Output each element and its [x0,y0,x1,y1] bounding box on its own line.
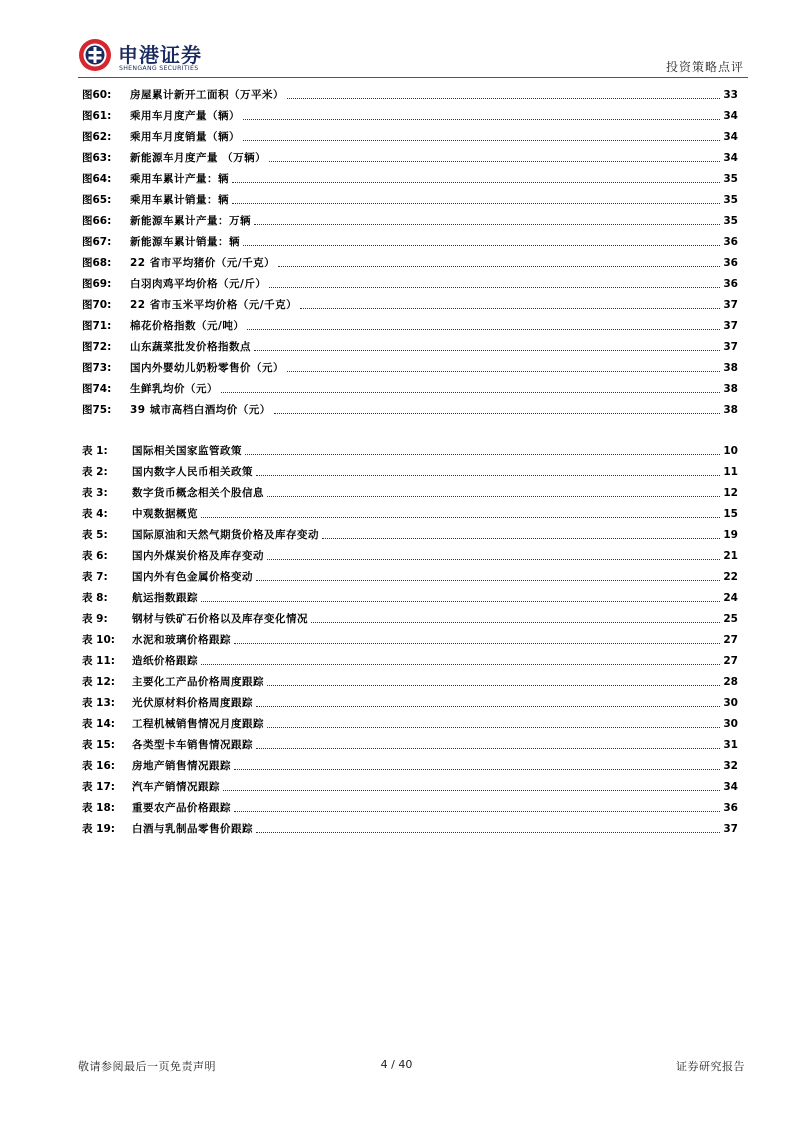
figure-index-entry-title: 山东蔬菜批发价格指数点 [130,341,251,353]
figure-index-entry-number: 图62: [82,131,112,143]
figure-index-entry-page-number: 36 [723,277,738,290]
page-header [78,38,746,76]
figure-index-entry-label [82,255,275,270]
figure-index-entry-page-number: 38 [723,382,738,395]
table-index-entry-page-number: 27 [723,633,738,646]
figure-index-entry[interactable] [82,315,738,336]
figure-index-entry-label [82,87,284,102]
figure-index-entry-page-number: 34 [723,109,738,122]
figure-index-entry-title: 乘用车月度产量（辆） [130,110,240,122]
table-index-entry-label [82,716,264,731]
figure-index-entry[interactable] [82,84,738,105]
table-index-entry-title: 工程机械销售情况月度跟踪 [132,718,264,730]
dot-leader [232,203,720,204]
table-index-entry-page-number: 37 [723,822,738,835]
logo-english-name: SHENGANG SECURITIES [119,65,199,72]
table-index-entry-title: 国内数字人民币相关政策 [132,466,253,478]
figure-index-entry-title: 39 城市高档白酒均价（元） [130,404,271,416]
table-index-entry-number: 表 7: [82,571,108,583]
table-index-entry-title: 汽车产销情况跟踪 [132,781,220,793]
table-index-entry-page-number: 11 [723,465,738,478]
dot-leader [269,287,720,288]
table-index-entry-title: 国内外有色金属价格变动 [132,571,253,583]
table-index-entry-number: 表 1: [82,445,108,457]
table-index-entry-page-number: 19 [723,528,738,541]
table-index-entry-title: 中观数据概览 [132,508,198,520]
table-index-entry[interactable] [82,587,738,608]
table-index-entry-number: 表 2: [82,466,108,478]
dot-leader [269,161,720,162]
table-index-entry[interactable] [82,671,738,692]
table-index-entry-number: 表 13: [82,697,115,709]
table-index-entry[interactable] [82,524,738,545]
figure-index-entry-title: 乘用车累计销量：辆 [130,194,229,206]
dot-leader [267,685,720,686]
table-index-entry-title: 航运指数跟踪 [132,592,198,604]
table-index-entry-label [82,695,253,710]
table-index-entry-label [82,758,231,773]
table-index-entry[interactable] [82,797,738,818]
figure-index-entry-title: 22 省市平均猪价（元/千克） [130,257,276,269]
figure-index-entry[interactable] [82,105,738,126]
logo-mark-icon [78,38,112,72]
figure-index-entry-number: 图70: [82,299,112,311]
figure-index-entry-number: 图60: [82,89,112,101]
table-index-entry-title: 国际相关国家监管政策 [132,445,242,457]
dot-leader [267,727,720,728]
table-index-entry-title: 水泥和玻璃价格跟踪 [132,634,231,646]
dot-leader [201,601,720,602]
figure-index-entry-label [82,150,266,165]
figure-index-list [82,84,738,420]
figure-index-entry-title: 国内外婴幼儿奶粉零售价（元） [130,362,284,374]
table-index-entry-number: 表 15: [82,739,115,751]
dot-leader [254,224,720,225]
figure-index-entry[interactable] [82,210,738,231]
figure-index-entry-number: 图67: [82,236,112,248]
table-index-entry[interactable] [82,692,738,713]
figure-index-entry-label [82,171,229,186]
table-index-entry-page-number: 12 [723,486,738,499]
figure-index-entry-title: 22 省市玉米平均价格（元/千克） [130,299,298,311]
figure-index-entry-page-number: 34 [723,130,738,143]
dot-leader [234,643,720,644]
table-index-entry-label [82,548,264,563]
table-index-entry-page-number: 31 [723,738,738,751]
table-index-entry[interactable] [82,818,738,839]
table-index-entry-page-number: 21 [723,549,738,562]
figure-index-entry-page-number: 35 [723,214,738,227]
figure-index-entry-title: 新能源车累计产量：万辆 [130,215,251,227]
figure-index-entry-number: 图69: [82,278,112,290]
table-index-entry[interactable] [82,461,738,482]
figure-index-entry-page-number: 38 [723,361,738,374]
company-logo [78,38,228,76]
table-index-entry-page-number: 25 [723,612,738,625]
figure-index-entry-title: 乘用车月度销量（辆） [130,131,240,143]
figure-index-entry-page-number: 37 [723,319,738,332]
table-index-entry-label [82,485,264,500]
table-index-entry-page-number: 27 [723,654,738,667]
table-index-entry-label [82,737,253,752]
figure-index-entry-title: 新能源车月度产量 （万辆） [130,152,267,164]
figure-index-entry[interactable] [82,294,738,315]
dot-leader [243,140,720,141]
figure-index-entry[interactable] [82,357,738,378]
figure-index-entry-number: 图61: [82,110,112,122]
figure-index-entry-number: 图63: [82,152,112,164]
dot-leader [267,496,720,497]
figure-index-entry-number: 图74: [82,383,112,395]
logo-chinese-name: 申港证券 [118,43,202,67]
table-index-entry[interactable] [82,440,738,461]
figure-index-entry-label [82,339,251,354]
dot-leader [256,832,720,833]
table-index-entry-label [82,590,198,605]
figure-index-entry[interactable] [82,168,738,189]
dot-leader [201,517,720,518]
figure-index-entry-label [82,381,218,396]
table-index-entry-label [82,800,231,815]
figure-index-entry-page-number: 36 [723,235,738,248]
table-index-entry-number: 表 3: [82,487,108,499]
table-index-entry-number: 表 19: [82,823,115,835]
figure-index-entry[interactable] [82,126,738,147]
figure-index-entry-label [82,402,271,417]
figure-index-entry-number: 图72: [82,341,112,353]
figure-index-entry-title: 房屋累计新开工面积（万平米） [130,89,284,101]
dot-leader [274,413,721,414]
table-index-entry-label [82,779,220,794]
dot-leader [243,245,720,246]
table-index-entry[interactable] [82,650,738,671]
table-index-entry-page-number: 36 [723,801,738,814]
table-index-entry-page-number: 32 [723,759,738,772]
figure-index-entry[interactable] [82,252,738,273]
table-index-entry-title: 钢材与铁矿石价格以及库存变化情况 [132,613,308,625]
table-index-entry-number: 表 10: [82,634,115,646]
figure-index-entry[interactable] [82,189,738,210]
footer-disclaimer-note: 敬请参阅最后一页免责声明 [78,1060,216,1073]
dot-leader [256,580,720,581]
figure-index-entry-page-number: 34 [723,151,738,164]
figure-index-entry-page-number: 33 [723,88,738,101]
table-index-entry-number: 表 18: [82,802,115,814]
table-index-entry-page-number: 28 [723,675,738,688]
table-index-entry-number: 表 6: [82,550,108,562]
footer-report-label: 证券研究报告 [676,1060,745,1073]
figure-index-entry-label [82,129,240,144]
table-index-entry-number: 表 17: [82,781,115,793]
figure-index-entry-label [82,192,229,207]
table-index-entry[interactable] [82,755,738,776]
figure-index-entry-title: 乘用车累计产量：辆 [130,173,229,185]
dot-leader [256,475,720,476]
table-index-entry-number: 表 16: [82,760,115,772]
table-index-entry-page-number: 24 [723,591,738,604]
figure-index-entry-number: 图71: [82,320,112,332]
dot-leader [300,308,720,309]
table-index-entry-label [82,674,264,689]
figure-index-entry-label [82,108,240,123]
figure-index-entry-title: 新能源车累计销量：辆 [130,236,240,248]
table-index-entry[interactable] [82,566,738,587]
table-index-entry-label [82,611,308,626]
header-divider [78,77,748,78]
figure-index-entry-page-number: 35 [723,193,738,206]
table-index-entry-page-number: 30 [723,696,738,709]
figure-index-entry-label [82,360,284,375]
table-index-entry-title: 光伏原材料价格周度跟踪 [132,697,253,709]
table-index-entry-label [82,821,253,836]
figure-index-entry-page-number: 35 [723,172,738,185]
figure-index-entry-page-number: 37 [723,340,738,353]
dot-leader [278,266,720,267]
table-index-entry-title: 白酒与乳制品零售价跟踪 [132,823,253,835]
table-index-entry[interactable] [82,734,738,755]
figure-index-entry-number: 图73: [82,362,112,374]
table-index-entry[interactable] [82,776,738,797]
table-index-list [82,440,738,839]
table-index-entry-number: 表 5: [82,529,108,541]
dot-leader [223,790,720,791]
dot-leader [232,182,720,183]
table-index-entry[interactable] [82,629,738,650]
figure-index-entry[interactable] [82,336,738,357]
figure-index-entry-number: 图64: [82,173,112,185]
table-index-entry-label [82,464,253,479]
dot-leader [234,811,720,812]
figure-index-entry[interactable] [82,231,738,252]
figure-index-entry-page-number: 36 [723,256,738,269]
table-index-entry-title: 主要化工产品价格周度跟踪 [132,676,264,688]
table-index-entry-title: 各类型卡车销售情况跟踪 [132,739,253,751]
dot-leader [287,98,720,99]
dot-leader [287,371,720,372]
figure-index-entry-number: 图65: [82,194,112,206]
table-index-entry-title: 数字货币概念相关个股信息 [132,487,264,499]
figure-index-entry-number: 图66: [82,215,112,227]
table-index-entry-title: 国际原油和天然气期货价格及库存变动 [132,529,319,541]
table-index-entry[interactable] [82,503,738,524]
table-index-entry-page-number: 34 [723,780,738,793]
figure-index-entry-number: 图75: [82,404,112,416]
table-index-entry-label [82,506,198,521]
table-index-entry-number: 表 11: [82,655,115,667]
dot-leader [221,392,720,393]
table-index-entry-page-number: 15 [723,507,738,520]
figure-index-entry[interactable] [82,147,738,168]
table-index-entry-number: 表 12: [82,676,115,688]
table-index-entry-title: 国内外煤炭价格及库存变动 [132,550,264,562]
page-number: 4 / 40 [380,1058,413,1071]
dot-leader [245,454,720,455]
table-index-entry[interactable] [82,545,738,566]
table-index-entry-page-number: 22 [723,570,738,583]
table-index-entry-label [82,569,253,584]
figure-index-entry-page-number: 38 [723,403,738,416]
dot-leader [256,748,720,749]
dot-leader [243,119,720,120]
dot-leader [322,538,720,539]
table-index-entry-page-number: 10 [723,444,738,457]
figure-index-entry-title: 棉花价格指数（元/吨） [130,320,245,332]
dot-leader [254,350,720,351]
table-index-entry[interactable] [82,713,738,734]
dot-leader [256,706,720,707]
figure-index-entry-label [82,234,240,249]
figure-index-entry-label [82,318,244,333]
table-index-entry-title: 房地产销售情况跟踪 [132,760,231,772]
table-index-entry-title: 重要农产品价格跟踪 [132,802,231,814]
table-index-entry-title: 造纸价格跟踪 [132,655,198,667]
figure-index-entry-title: 白羽肉鸡平均价格（元/斤） [130,278,267,290]
dot-leader [234,769,720,770]
dot-leader [311,622,720,623]
figure-index-entry[interactable] [82,378,738,399]
dot-leader [247,329,720,330]
figure-index-entry-label [82,213,251,228]
figure-index-entry-number: 图68: [82,257,112,269]
table-index-entry[interactable] [82,608,738,629]
table-index-entry-number: 表 8: [82,592,108,604]
figure-index-entry[interactable] [82,273,738,294]
figure-index-entry-label [82,276,266,291]
table-index-entry-page-number: 30 [723,717,738,730]
figure-index-entry-page-number: 37 [723,298,738,311]
table-index-entry-label [82,653,198,668]
figure-index-entry-title: 生鲜乳均价（元） [130,383,218,395]
table-index-entry[interactable] [82,482,738,503]
table-index-entry-number: 表 9: [82,613,108,625]
table-index-entry-label [82,632,231,647]
dot-leader [201,664,720,665]
table-index-entry-label [82,527,319,542]
dot-leader [267,559,720,560]
table-index-entry-number: 表 4: [82,508,108,520]
table-index-entry-number: 表 14: [82,718,115,730]
figure-index-entry-label [82,297,297,312]
report-type-title: 投资策略点评 [665,60,744,74]
table-index-entry-label [82,443,242,458]
figure-index-entry[interactable] [82,399,738,420]
